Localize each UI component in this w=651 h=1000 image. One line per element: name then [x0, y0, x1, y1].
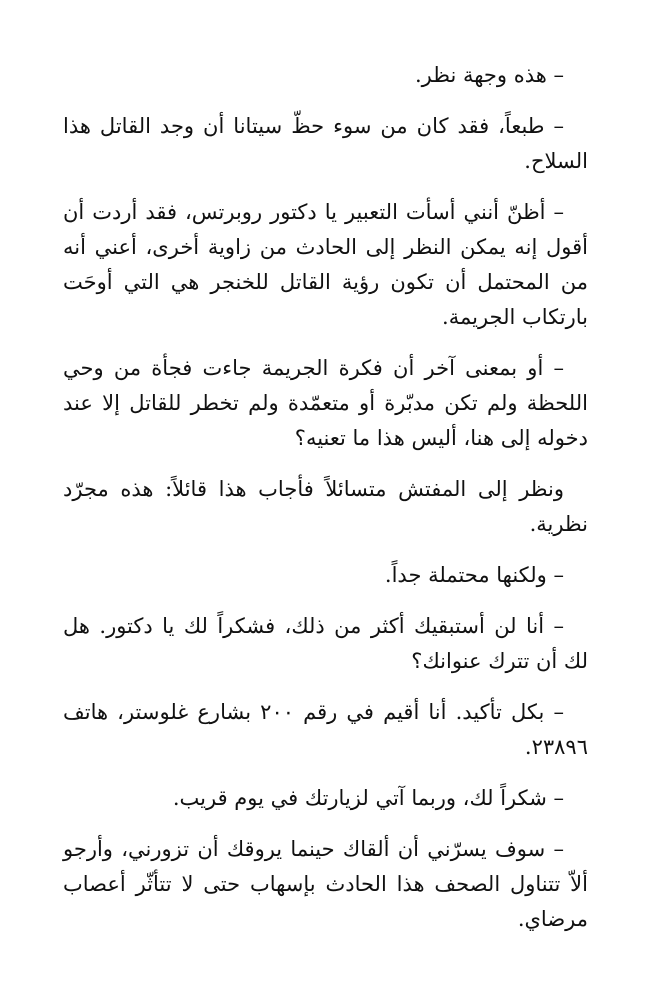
paragraph-10: – سوف يسرّني أن ألقاك حينما يروقك أن تزورني، وأرجو ألاّ تتناول الصحف هذا الحادث بإسهاب حتى لا تتأثّر أعصاب مرضاي. — [63, 837, 588, 931]
paragraph-8: – بكل تأكيد. أنا أقيم في رقم ٢٠٠ بشارع غلوستر، هاتف ٢٣٨٩٦. — [63, 700, 588, 759]
paragraph-3: – أظنّ أنني أسأت التعبير يا دكتور روبرتس، فقد أردت أن أقول إنه يمكن النظر إلى الحادث من زاوية أخرى، أعني أنه من المحتمل أن تكون رؤية القاتل للخنجر هي التي أوحَت بارتكاب الجريمة. — [63, 200, 588, 329]
paragraph-9: – شكراً لك، وربما آتي لزيارتك في يوم قريب. — [172, 786, 564, 810]
book-page-text — [63, 58, 588, 953]
paragraph-2: – طبعاً، فقد كان من سوء حظّ سيتانا أن وجد القاتل هذا السلاح. — [63, 114, 588, 173]
paragraph-6: – ولكنها محتملة جداً. — [384, 563, 564, 587]
paragraph-1: – هذه وجهة نظر. — [414, 63, 564, 87]
paragraph-4: – أو بمعنى آخر أن فكرة الجريمة جاءت فجأة من وحي اللحظة ولم تكن مدبّرة أو متعمّدة ولم تخطر للقاتل إلا عند دخوله إلى هنا، أليس هذا ما تعنيه؟ — [63, 356, 588, 450]
paragraph-5: ونظر إلى المفتش متسائلاً فأجاب هذا قائلاً: هذه مجرّد نظرية. — [63, 477, 588, 536]
paragraph-7: – أنا لن أستبقيك أكثر من ذلك، فشكراً لك يا دكتور. هل لك أن تترك عنوانك؟ — [63, 614, 588, 673]
